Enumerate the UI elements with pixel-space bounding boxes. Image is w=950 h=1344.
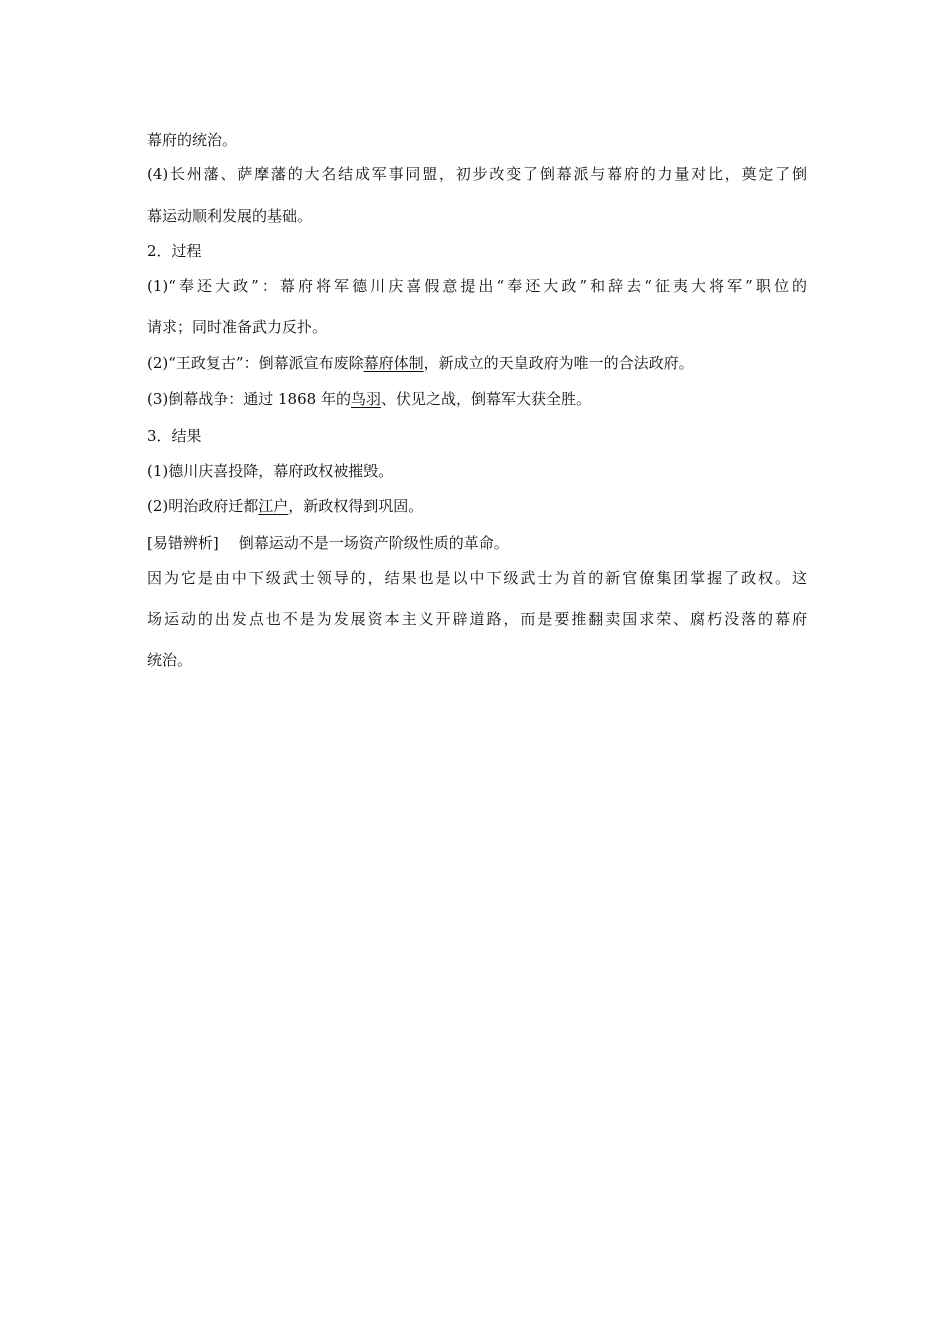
underlined-term: 幕府体制 bbox=[363, 354, 424, 372]
text-line-14: 场运动的出发点也不是为发展资本主义开辟道路，而是要推翻卖国求荣、腐朽没落的幕府 bbox=[147, 610, 807, 628]
underlined-term: 鸟羽 bbox=[350, 390, 381, 408]
error-analysis-tag: [易错辨析] bbox=[147, 534, 219, 552]
text-line-7 bbox=[147, 353, 694, 373]
text-line-12 bbox=[147, 533, 509, 553]
text-line-5: (1)“奉还大政”：幕府将军德川庆喜假意提出“奉还大政”和辞去“征夷大将军”职位的 bbox=[147, 277, 807, 295]
text-segment: 、伏见之战，倒幕军大获全胜。 bbox=[380, 390, 591, 408]
text-line-3: 幕运动顺利发展的基础。 bbox=[147, 207, 313, 225]
underlined-term: 江户 bbox=[258, 497, 289, 515]
section-heading-process: 2．过程 bbox=[147, 242, 202, 260]
section-heading-result: 3．结果 bbox=[147, 427, 202, 445]
text-line-8 bbox=[147, 389, 591, 409]
text-line-11 bbox=[147, 496, 423, 516]
text-segment: (2)明治政府迁都 bbox=[147, 497, 259, 515]
text-line-2: (4)长州藩、萨摩藩的大名结成军事同盟，初步改变了倒幕派与幕府的力量对比，奠定了倒 bbox=[147, 165, 807, 183]
text-line-1: 幕府的统治。 bbox=[147, 131, 238, 149]
text-line-13: 因为它是由中下级武士领导的，结果也是以中下级武士为首的新官僚集团掌握了政权。这 bbox=[147, 569, 807, 587]
text-line-15: 统治。 bbox=[147, 651, 193, 669]
text-segment: ，新成立的天皇政府为唯一的合法政府。 bbox=[423, 354, 694, 372]
text-line-6: 请求；同时准备武力反扑。 bbox=[147, 318, 328, 336]
text-segment: (3)倒幕战争：通过 1868 年的 bbox=[147, 390, 351, 408]
text-segment: ，新政权得到巩固。 bbox=[288, 497, 424, 515]
text-line-10: (1)德川庆喜投降，幕府政权被摧毁。 bbox=[147, 462, 394, 480]
error-analysis-text: 倒幕运动不是一场资产阶级性质的革命。 bbox=[238, 534, 509, 552]
text-segment: (2)“王政复古”：倒幕派宣布废除 bbox=[147, 354, 364, 372]
